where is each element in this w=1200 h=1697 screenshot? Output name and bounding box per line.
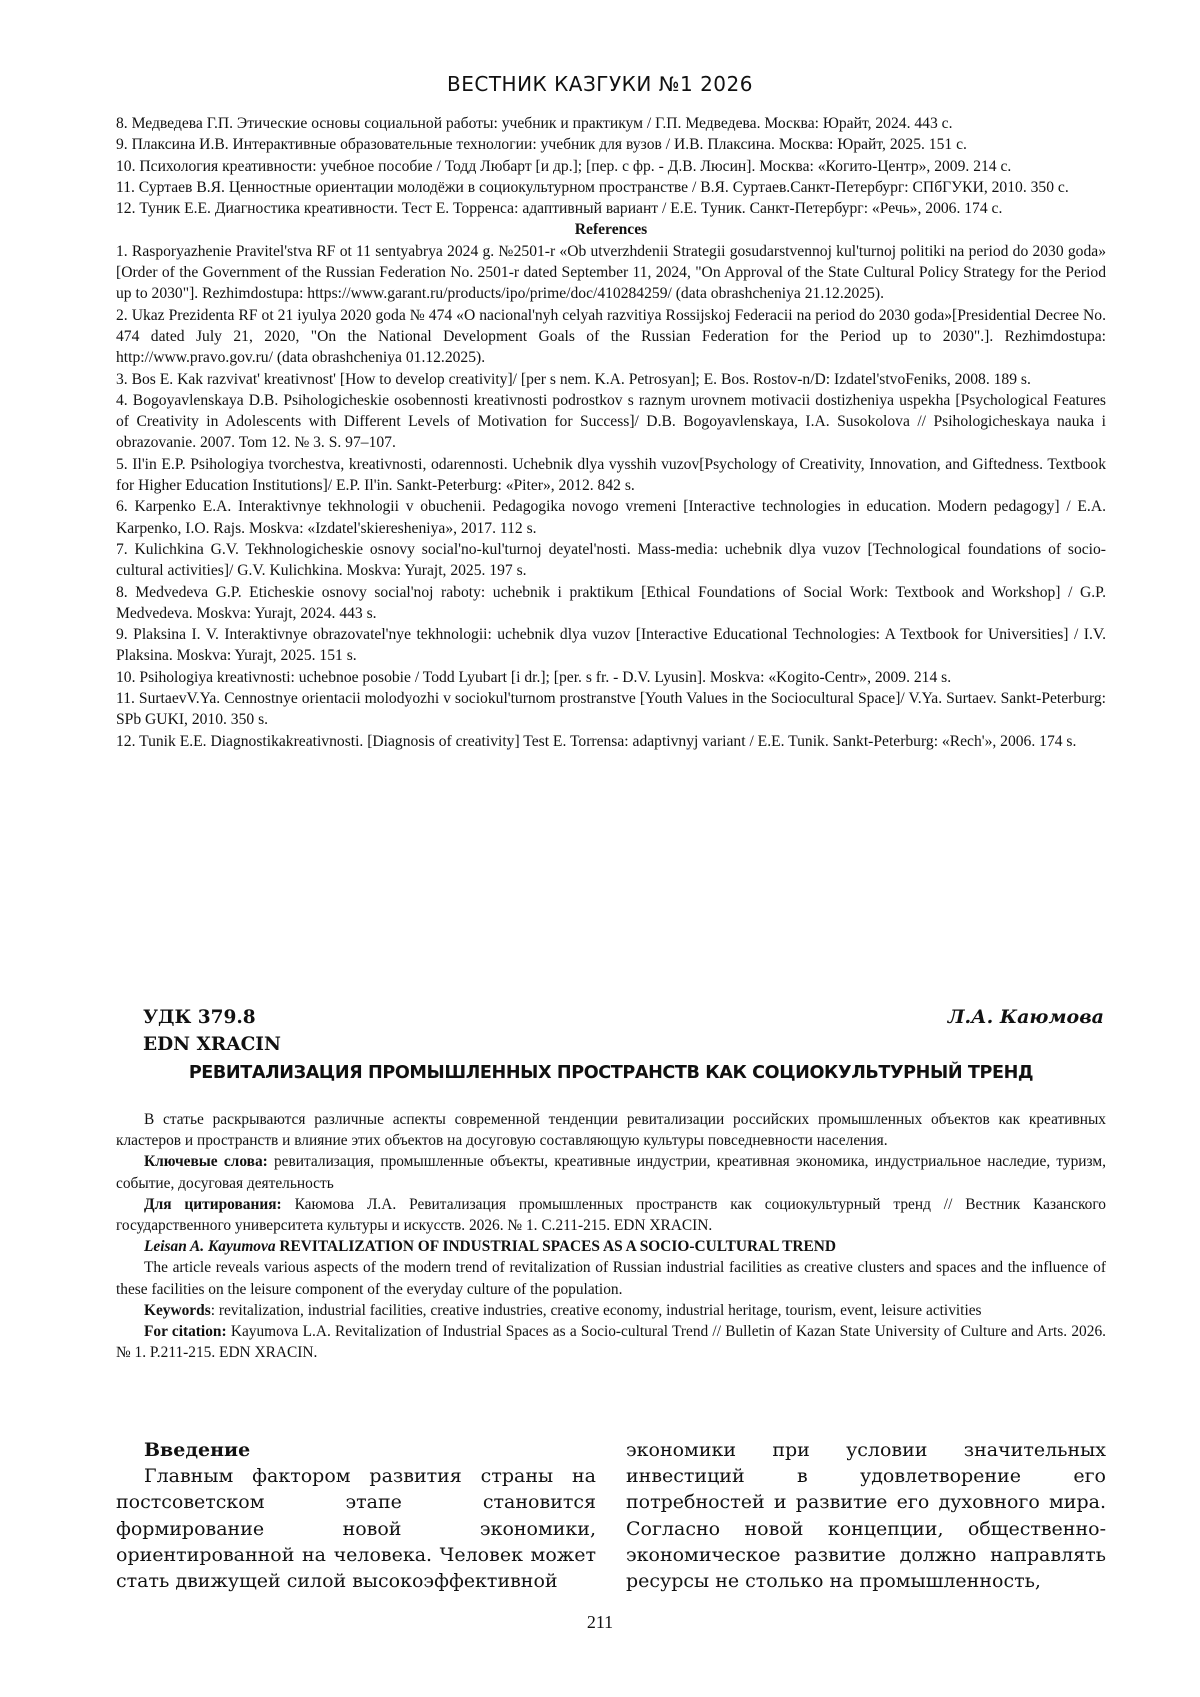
keywords-ru — [116, 1151, 1106, 1193]
reference-item: 10. Психология креативности: учебное пособие / Тодд Любарт [и др.]; [пер. с фр. - Д.В. Люсин]. Москва: «Когито-Центр», 2009. 214 с. — [116, 157, 1012, 175]
section-heading: Введение — [144, 1439, 251, 1461]
page-number: 211 — [586, 1612, 614, 1632]
russian-reference-list — [116, 113, 1106, 752]
keywords-ru-text: ревитализация, промышленные объекты, креативные индустрии, креативная экономика, индустриальное наследие, туризм, событие, досуговая деятельность — [116, 1153, 1106, 1192]
body-column-right — [626, 1437, 1106, 1594]
reference-item: 8. Медведева Г.П. Этические основы социальной работы: учебник и практикум / Г.П. Медведева. Москва: Юрайт, 2024. 443 с. — [116, 115, 953, 132]
reference-item: 10. Psihologiya kreativnosti: uchebnoe posobie / Todd Lyubart [i dr.]; [per. s fr. - D.V. Lyusin]. Moskva: «Kogito-Centr», 2009. 214 s. — [116, 668, 952, 686]
keywords-ru-label: Ключевые слова: — [144, 1153, 268, 1171]
citation-en-text: Kayumova L.A. Revitalization of Industrial Spaces as a Socio-cultural Trend // Bulletin of Kazan State University of Culture and Arts. 2026. № 1. P.211-215. EDN XRACIN. — [116, 1323, 1106, 1362]
keywords-en-label: Keywords — [144, 1301, 211, 1319]
keywords-en-text: : revitalization, industrial facilities, creative industries, creative economy, industrial heritage, tourism, event, leisure activities — [210, 1301, 982, 1319]
abstract-section — [116, 1109, 1106, 1363]
citation-ru — [116, 1194, 1106, 1236]
reference-item: 2. Ukaz Prezidenta RF ot 21 iyulya 2020 goda № 474 «O nacional'nyh celyah razvitiya Rossijskoj Federacii na period do 2030 goda»[Presidential Decree No. 474 dated July 21, 2020, "On the National Development Goals of the Russian Federation for the Period up to 2030".]. Rezhimdostupa: http://www.pravo.gov.ru/ (data obrashcheniya 01.12.2025). — [116, 306, 1106, 367]
english-title-line — [116, 1236, 1106, 1257]
keywords-en — [116, 1300, 1106, 1321]
reference-item: 11. Суртаев В.Я. Ценностные ориентации молодёжи в социокультурном пространстве / В.Я. Суртаев.Санкт-Петербург: СПбГУКИ, 2010. 350 с. — [116, 178, 1069, 196]
running-header: ВЕСТНИК КАЗГУКИ №1 2026 — [447, 72, 753, 96]
citation-en-label: For citation: — [144, 1323, 227, 1341]
reference-item: 12. Туник Е.Е. Диагностика креативности. Тест Е. Торренса: адаптивный вариант / Е.Е. Туник. Санкт-Петербург: «Речь», 2006. 174 с. — [116, 200, 1003, 218]
reference-item: 7. Kulichkina G.V. Tekhnologicheskie osnovy social'no-kul'turnoj deyatel'nosti. Mass-media: uchebnik dlya vuzov [Technological foundations of socio-cultural activities]/ G.V. Kulichkina. Moskva: Yurajt, 2025. 197 s. — [116, 540, 1106, 580]
reference-item: 1. Rasporyazhenie Pravitel'stva RF ot 11 sentyabrya 2024 g. №2501-r «Ob utverzhdenii Strategii gosudarstvennoj kul'turnoj politiki na period do 2030 goda» [Order of the Government of the Russian Federation No. 2501-r dated September 11, 2024, "On Approval of the State Cultural Policy Strategy for the Period up to 2030"]. Rezhimdostupa: https://www.garant.ru/products/ipo/prime/doc/410284259/ (data obrashcheniya 21.12.2025). — [116, 242, 1106, 303]
reference-item: 8. Medvedeva G.P. Eticheskie osnovy social'noj raboty: uchebnik i praktikum [Ethical Foundations of Social Work: Textbook and Workshop] / G.P. Medvedeva. Moskva: Yurajt, 2024. 443 s. — [116, 583, 1106, 622]
references-heading: References — [574, 221, 648, 239]
body-paragraph: экономики при условии значительных инвестиций в удовлетворение его потребностей и развитие его духовного мира. Согласно новой концепции, общественно-экономическое развитие должно направлять ресурсы не столько на промышленность, — [626, 1439, 1106, 1593]
reference-item: 5. Il'in E.P. Psihologiya tvorchestva, kreativnosti, odarennosti. Uchebnik dlya vysshih vuzov[Psychology of Creativity, Innovation, and Giftedness. Textbook for Higher Education Institutions]/ E.P. Il'in. Sankt-Peterburg: «Piter», 2012. 842 s. — [116, 455, 1106, 495]
article-title: РЕВИТАЛИЗАЦИЯ ПРОМЫШЛЕННЫХ ПРОСТРАНСТВ КАК СОЦИОКУЛЬТУРНЫЙ ТРЕНД — [188, 1063, 1034, 1083]
udc-code: УДК 379.8 — [143, 1007, 256, 1028]
reference-item: 9. Plaksina I. V. Interaktivnye obrazovatel'nye tekhnologii: uchebnik dlya vuzov [Interactive Educational Technologies: A Textbook for Universities] / I.V. Plaksina. Moskva: Yurajt, 2025. 151 s. — [116, 626, 1106, 665]
citation-ru-label: Для цитирования: — [144, 1195, 282, 1213]
abstract-en: The article reveals various aspects of the modern trend of revitalization of Russian industrial facilities as creative clusters and spaces and the influence of these facilities on the leisure component of the everyday culture of the population. — [116, 1259, 1106, 1298]
reference-item: 12. Tunik E.E. Diagnostikakreativnosti. [Diagnosis of creativity] Test E. Torrensa: adaptivnyj variant / E.E. Tunik. Sankt-Peterburg: «Rech'», 2006. 174 s. — [116, 732, 1077, 750]
author-en: Leisan A. Kayumova — [144, 1238, 276, 1256]
body-column-left — [116, 1437, 596, 1594]
body-paragraph: Главным фактором развития страны на постсоветском этапе становится формирование новой экономики, ориентированной на человека. Человек может стать движущей силой высокоэффективной — [116, 1465, 596, 1593]
article-author: Л.А. Каюмова — [947, 1006, 1104, 1028]
udc-block — [143, 1004, 281, 1058]
citation-en — [116, 1321, 1106, 1363]
abstract-ru: В статье раскрываются различные аспекты современной тенденции ревитализации российских промышленных объектов как креативных кластеров и пространств и влияние этих объектов на досуговую составляющую культуры повседневности населения. — [116, 1111, 1106, 1150]
reference-item: 9. Плаксина И.В. Интерактивные образовательные технологии: учебник для вузов / И.В. Плаксина. Москва: Юрайт, 2025. 151 с. — [116, 136, 967, 154]
citation-ru-text: Каюмова Л.А. Ревитализация промышленных пространств как социокультурный тренд // Вестник Казанского государственного университета культуры и искусств. 2026. № 1. С.211-215. EDN XRACIN. — [116, 1195, 1106, 1235]
edn-code: EDN XRACIN — [143, 1034, 281, 1055]
reference-item: 11. SurtaevV.Ya. Cennostnye orientacii molodyozhi v sociokul'turnom prostranstve [Youth Values in the Sociocultural Space]/ V.Ya. Surtaev. Sankt-Peterburg: SPb GUKI, 2010. 350 s. — [116, 690, 1106, 729]
title-en: REVITALIZATION OF INDUSTRIAL SPACES AS A SOCIO-CULTURAL TREND — [279, 1238, 837, 1256]
reference-item: 4. Bogoyavlenskaya D.B. Psihologicheskie osobennosti kreativnosti podrostkov s raznym urovnem motivacii dostizheniya uspekha [Psychological Features of Creativity in Adolescents with Different Levels of Motivation for Success]/ D.B. Bogoyavlenskaya, I.A. Susokolova // Psihologicheskaya nauka i obrazovanie. 2007. Tom 12. № 3. S. 97–107. — [116, 391, 1106, 452]
reference-item: 3. Bos E. Kak razvivat' kreativnost' [How to develop creativity]/ [per s nem. K.A. Petrosyan]; E. Bos. Rostov-n/D: Izdatel'stvoFeniks, 2008. 189 s. — [116, 370, 1031, 388]
reference-item: 6. Karpenko E.A. Interaktivnye tekhnologii v obuchenii. Pedagogika novogo vremeni [Interactive technologies in education. Modern pedagogy] / E.A. Karpenko, I.O. Rajs. Moskva: «Izdatel'skieresheniya», 2017. 112 s. — [116, 498, 1106, 537]
